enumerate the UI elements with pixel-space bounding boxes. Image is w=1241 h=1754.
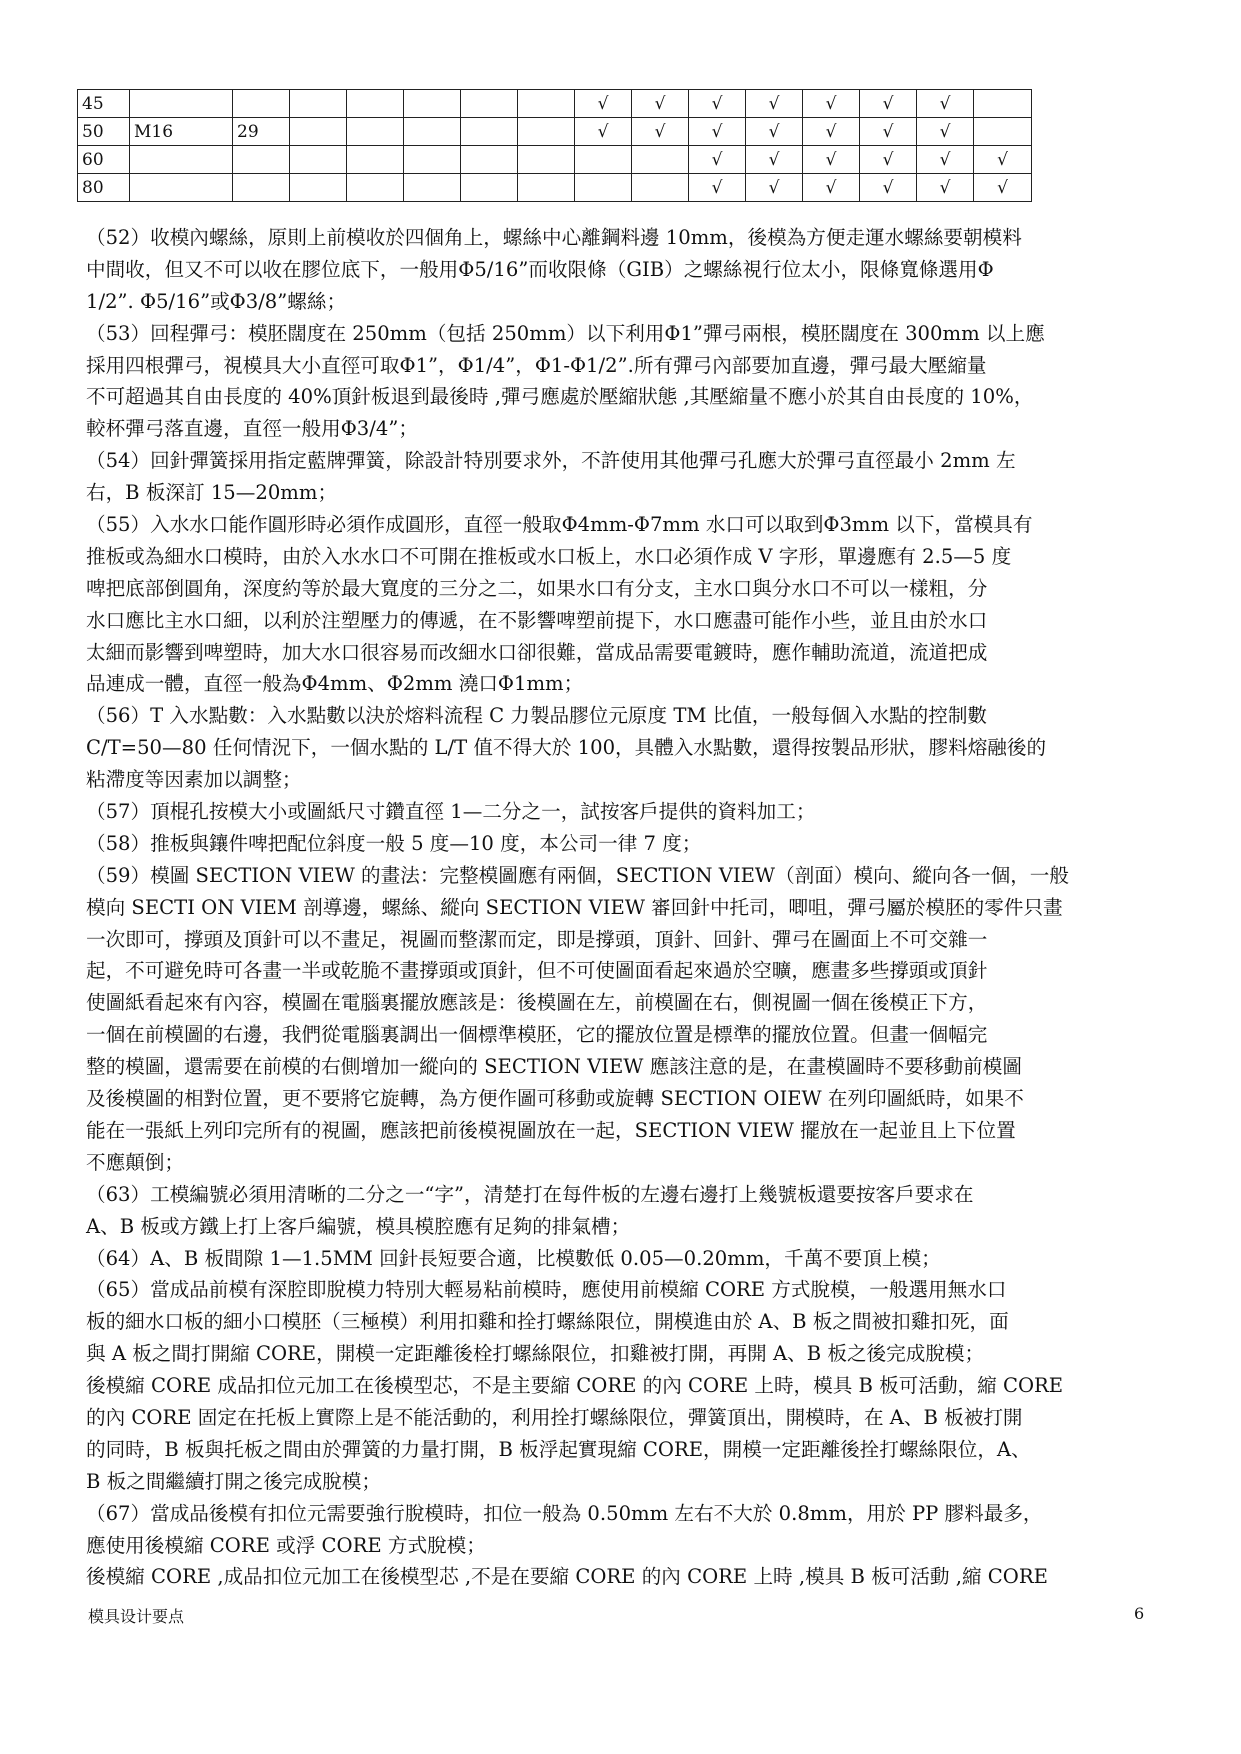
size-cell: 60 (78, 146, 130, 174)
check-mark-cell: √ (632, 118, 689, 146)
text-line: 板的細水口板的細小口模胚（三極模）利用扣雞和拴打螺絲限位，開模進由於 A、B 板之間被扣雞扣死，面 (86, 1310, 1009, 1334)
text-line: 較杯彈弓落直邊，直徑一般用Φ3/4”； (86, 417, 418, 441)
screw-cell: M16 (130, 118, 233, 146)
empty-cell (290, 146, 347, 174)
empty-cell (575, 146, 632, 174)
check-mark-cell: √ (575, 90, 632, 118)
text-line: 起，不可避免時可各畫一半或乾脆不畫撐頭或頂針，但不可使圖面看起來過於空曠，應畫多些撐頭或頂針 (86, 959, 988, 983)
text-line: 採用四根彈弓，視模具大小直徑可取Φ1”，Φ1/4”，Φ1-Φ1/2”.所有彈弓內部要加直邊，彈弓最大壓縮量 (86, 353, 987, 377)
table-row (78, 146, 1032, 174)
empty-cell (347, 118, 404, 146)
check-mark-cell: √ (746, 146, 803, 174)
text-line: （58）推板與鑲件啤把配位斜度一般 5 度—10 度，本公司一律 7 度； (86, 831, 702, 855)
empty-cell (404, 90, 461, 118)
text-line: 模向 SECTI ON VIEM 剖導邊，螺絲、縱向 SECTION VIEW 審回針中托司，唧咀，彈弓屬於模胚的零件只畫 (86, 895, 1063, 919)
text-line: 能在一張紙上列印完所有的視圖，應該把前後模視圖放在一起，SECTION VIEW 擺放在一起並且上下位置 (86, 1118, 1016, 1142)
table-row (78, 174, 1032, 202)
check-mark-cell: √ (860, 90, 917, 118)
check-mark-cell: √ (917, 118, 974, 146)
dim-cell (233, 174, 290, 202)
check-mark-cell: √ (689, 146, 746, 174)
screw-cell (130, 146, 233, 174)
text-line: 後模縮 CORE ,成品扣位元加工在後模型芯 ,不是在要縮 CORE 的內 CORE 上時 ,模具 B 板可活動 ,縮 CORE (86, 1565, 1048, 1589)
empty-cell (632, 174, 689, 202)
spec-table (77, 89, 1032, 202)
spec-table-body (78, 90, 1032, 202)
check-mark-cell: √ (917, 174, 974, 202)
text-line: 不可超過其自由長度的 40%頂針板退到最後時 ,彈弓應處於壓縮狀態 ,其壓縮量不應小於其自由長度的 10%， (86, 385, 1034, 409)
table-row (78, 90, 1032, 118)
body-text (86, 222, 1166, 1593)
text-line: （54）回針彈簧採用指定藍牌彈簧，除設計特別要求外，不許使用其他彈弓孔應大於彈弓直徑最小 2mm 左 (86, 449, 1016, 473)
text-line: 1/2”. Φ5/16”或Φ3/8”螺絲； (86, 289, 347, 313)
empty-cell (575, 174, 632, 202)
check-mark-cell: √ (917, 90, 974, 118)
text-line: （56）T 入水點數：入水點數以決於熔料流程 C 力製品膠位元原度 TM 比值，一般每個入水點的控制數 (86, 704, 988, 728)
empty-cell (347, 146, 404, 174)
text-line: 水口應比主水口細，以利於注塑壓力的傳遞，在不影響啤塑前提下，水口應盡可能作小些，並且由於水口 (86, 608, 988, 632)
text-line: （63）工模編號必須用清晰的二分之一“字”，清楚打在每件板的左邊右邊打上幾號板還要按客戶要求在 (86, 1182, 974, 1206)
check-mark-cell: √ (689, 90, 746, 118)
page-number: 6 (1134, 1604, 1145, 1623)
empty-cell (461, 90, 518, 118)
empty-cell (290, 90, 347, 118)
text-line: 使圖紙看起來有內容，模圖在電腦裏擺放應該是：後模圖在左，前模圖在右，側視圖一個在後模正下方， (86, 991, 988, 1015)
check-mark-cell: √ (974, 146, 1032, 174)
check-mark-cell: √ (689, 118, 746, 146)
check-mark-cell: √ (803, 174, 860, 202)
text-line: （53）回程彈弓：模胚闊度在 250mm（包括 250mm）以下利用Φ1”彈弓兩根，模胚闊度在 300mm 以上應 (86, 321, 1045, 345)
text-line: 推板或為細水口模時，由於入水水口不可開在推板或水口板上，水口必須作成 V 字形，單邊應有 2.5—5 度 (86, 544, 1012, 568)
empty-cell (404, 174, 461, 202)
text-line: （59）模圖 SECTION VIEW 的畫法：完整模圖應有兩個，SECTION VIEW（剖面）模向、縱向各一個，一般 (86, 863, 1069, 887)
empty-cell (347, 174, 404, 202)
text-line: 品連成一體，直徑一般為Φ4mm、Φ2mm 澆口Φ1mm； (86, 672, 584, 696)
text-line: A、B 板或方鐵上打上客戶編號，模具模腔應有足夠的排氣槽； (86, 1214, 631, 1238)
size-cell: 50 (78, 118, 130, 146)
dim-cell (233, 146, 290, 174)
footer-title: 模具设计要点 (88, 1607, 185, 1626)
empty-cell (518, 174, 575, 202)
empty-cell (974, 90, 1032, 118)
check-mark-cell: √ (860, 146, 917, 174)
text-line: （57）頂棍孔按模大小或圖紙尺寸鑽直徑 1—二分之一，試按客戶提供的資料加工； (86, 800, 816, 824)
text-line: （67）當成品後模有扣位元需要強行脫模時，扣位一般為 0.50mm 左右不大於 0.8mm，用於 PP 膠料最多， (86, 1501, 1043, 1525)
empty-cell (290, 174, 347, 202)
check-mark-cell: √ (746, 174, 803, 202)
text-line: 啤把底部倒圓角，深度約等於最大寬度的三分之二，如果水口有分支，主水口與分水口不可以一樣粗，分 (86, 576, 988, 600)
check-mark-cell: √ (860, 174, 917, 202)
empty-cell (974, 118, 1032, 146)
text-line: 粘滯度等因素加以調整； (86, 768, 302, 792)
check-mark-cell: √ (917, 146, 974, 174)
screw-cell (130, 90, 233, 118)
dim-cell: 29 (233, 118, 290, 146)
text-line: （55）入水水口能作圓形時必須作成圓形，直徑一般取Φ4mm-Φ7mm 水口可以取到Φ3mm 以下，當模具有 (86, 513, 1033, 537)
text-line: C/T=50—80 任何情況下，一個水點的 L/T 值不得大於 100，具體入水點數，還得按製品形狀，膠料熔融後的 (86, 736, 1047, 760)
check-mark-cell: √ (575, 118, 632, 146)
text-line: （65）當成品前模有深腔即脫模力特別大輕易粘前模時，應使用前模縮 CORE 方式脫模，一般選用無水口 (86, 1278, 1007, 1302)
text-line: 的同時，B 板與托板之間由於彈簧的力量打開，B 板浮起實現縮 CORE，開模一定距離後拴打螺絲限位，A、 (86, 1437, 1031, 1461)
text-line: 及後模圖的相對位置，更不要將它旋轉，為方便作圖可移動或旋轉 SECTION OIEW 在列印圖紙時，如果不 (86, 1087, 1024, 1111)
text-line: 應使用後模縮 CORE 或浮 CORE 方式脫模； (86, 1533, 486, 1557)
text-line: 一次即可，撐頭及頂針可以不畫足，視圖而整潔而定，即是撐頭，頂針、回針、彈弓在圖面上不可交雜一 (86, 927, 988, 951)
text-line: （64）A、B 板間隙 1—1.5MM 回針長短要合適，比模數低 0.05—0.20mm，千萬不要頂上模； (86, 1246, 941, 1270)
text-line: 太細而影響到啤塑時，加大水口很容易而改細水口卻很難，當成品需要電鍍時，應作輔助流道，流道把成 (86, 640, 988, 664)
size-cell: 80 (78, 174, 130, 202)
empty-cell (632, 146, 689, 174)
text-line: 與 A 板之間打開縮 CORE，開模一定距離後栓打螺絲限位，扣雞被打開，再開 A、B 板之後完成脫模； (86, 1342, 985, 1366)
text-line: 後模縮 CORE 成品扣位元加工在後模型芯，不是主要縮 CORE 的內 CORE 上時，模具 B 板可活動，縮 CORE (86, 1374, 1064, 1398)
empty-cell (404, 118, 461, 146)
screw-cell (130, 174, 233, 202)
text-line: 右，B 板深訂 15—20mm； (86, 481, 338, 505)
empty-cell (461, 118, 518, 146)
empty-cell (347, 90, 404, 118)
empty-cell (290, 118, 347, 146)
empty-cell (461, 146, 518, 174)
check-mark-cell: √ (803, 118, 860, 146)
check-mark-cell: √ (746, 118, 803, 146)
check-mark-cell: √ (974, 174, 1032, 202)
check-mark-cell: √ (689, 174, 746, 202)
text-line: 中間收，但又不可以收在膠位底下，一般用Φ5/16”而收限條（GIB）之螺絲視行位太小，限條寬條選用Φ (86, 257, 994, 281)
empty-cell (518, 146, 575, 174)
dim-cell (233, 90, 290, 118)
text-line: 的內 CORE 固定在托板上實際上是不能活動的，利用拴打螺絲限位，彈簧頂出，開模時，在 A、B 板被打開 (86, 1405, 1023, 1429)
empty-cell (518, 90, 575, 118)
check-mark-cell: √ (803, 90, 860, 118)
text-line: 不應顛倒； (86, 1150, 184, 1174)
size-cell: 45 (78, 90, 130, 118)
empty-cell (518, 118, 575, 146)
empty-cell (404, 146, 461, 174)
check-mark-cell: √ (632, 90, 689, 118)
text-line: 一個在前模圖的右邊，我們從電腦裏調出一個標準模胚，它的擺放位置是標準的擺放位置。但畫一個幅完 (86, 1023, 988, 1047)
text-line: 整的模圖，還需要在前模的右側增加一縱向的 SECTION VIEW 應該注意的是，在畫模圖時不要移動前模圖 (86, 1055, 1022, 1079)
check-mark-cell: √ (860, 118, 917, 146)
empty-cell (461, 174, 518, 202)
table-row (78, 118, 1032, 146)
check-mark-cell: √ (803, 146, 860, 174)
text-line: B 板之間繼續打開之後完成脫模； (86, 1469, 381, 1493)
check-mark-cell: √ (746, 90, 803, 118)
text-line: （52）收模內螺絲，原則上前模收於四個角上，螺絲中心離鋼料邊 10mm，後模為方便走運水螺絲要朝模料 (86, 226, 1022, 249)
